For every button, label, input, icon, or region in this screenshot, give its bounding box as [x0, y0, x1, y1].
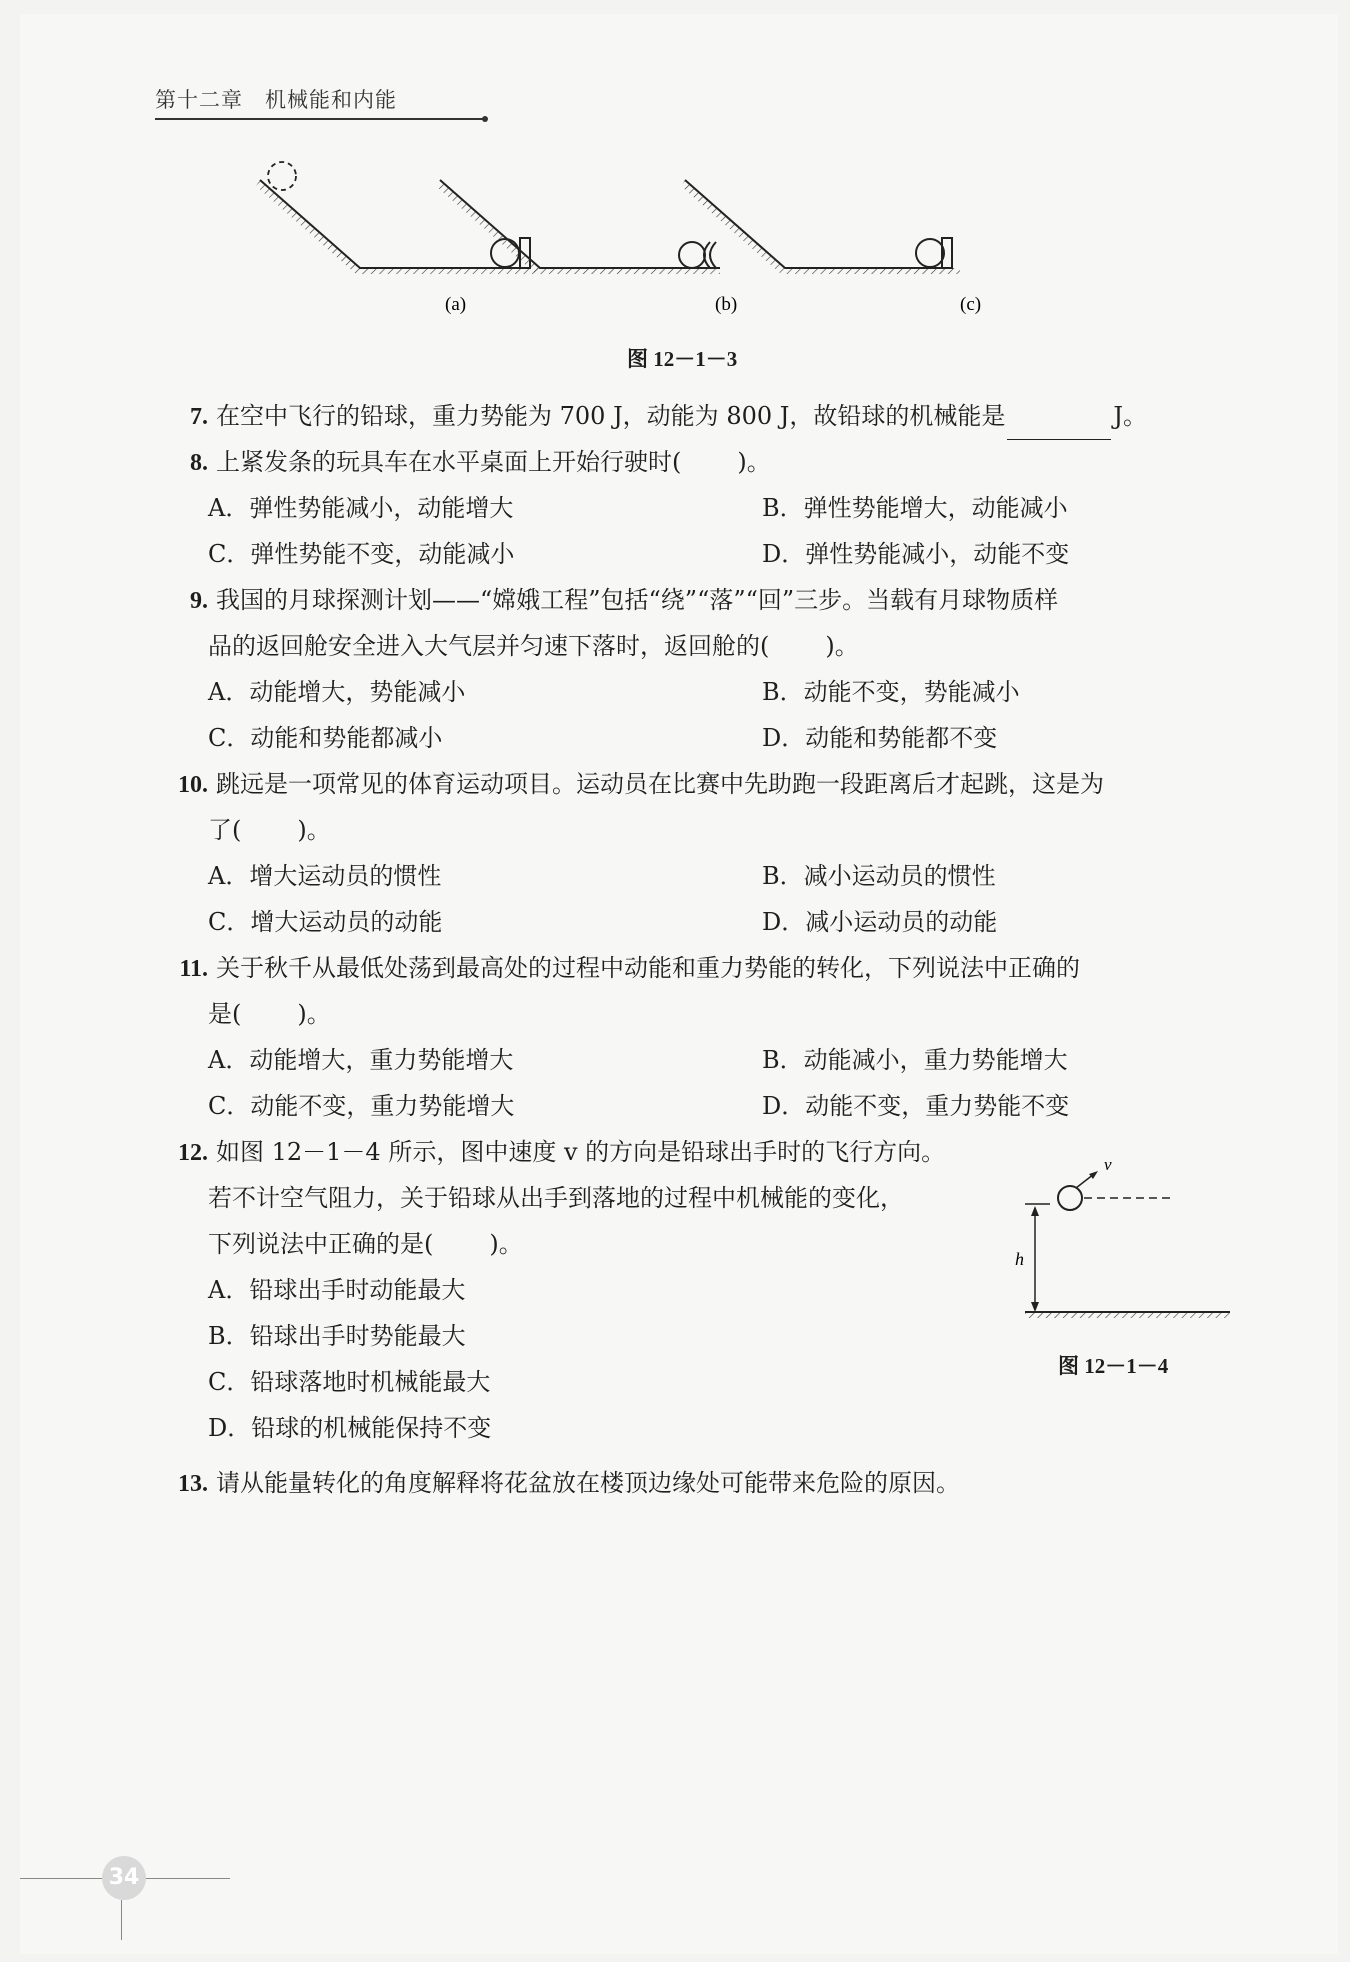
option-d[interactable]: D．动能和势能都不变 — [762, 724, 998, 752]
question-8 — [160, 439, 771, 486]
option-a[interactable]: A．动能增大，重力势能增大 — [208, 1046, 514, 1074]
question-text: 关于秋千从最低处荡到最高处的过程中动能和重力势能的转化，下列说法中正确的 — [216, 954, 1080, 982]
option-c[interactable]: C．动能和势能都减小 — [208, 724, 443, 752]
ball-dashed — [268, 162, 296, 190]
option-d[interactable]: D．铅球的机械能保持不变 — [208, 1414, 492, 1442]
figure-caption: 图 12－1－3 — [627, 347, 738, 371]
option-c[interactable]: C．弹性势能不变，动能减小 — [208, 540, 515, 568]
option-c[interactable]: C．增大运动员的动能 — [208, 908, 443, 936]
option-b[interactable]: B．铅球出手时势能最大 — [208, 1322, 466, 1350]
question-number: 11. — [179, 956, 208, 982]
header-rule — [155, 118, 485, 120]
question-text: 了( — [208, 816, 242, 844]
label-a: (a) — [445, 294, 467, 315]
question-text-end: )。 — [297, 1000, 331, 1028]
question-text-end: )。 — [489, 1230, 523, 1258]
question-number: 10. — [178, 772, 208, 798]
option-b[interactable]: B．动能减小，重力势能增大 — [762, 1046, 1068, 1074]
question-7 — [160, 393, 1147, 440]
question-12 — [160, 1129, 945, 1176]
question-9 — [160, 577, 1058, 624]
option-b[interactable]: B．弹性势能增大，动能减小 — [762, 494, 1068, 522]
figure-caption: 图 12－1－4 — [1058, 1354, 1169, 1378]
option-d[interactable]: D．动能不变，重力势能不变 — [762, 1092, 1070, 1120]
question-text: 是( — [208, 1000, 242, 1028]
shot-put-ball — [1058, 1186, 1082, 1210]
question-number: 7. — [190, 404, 208, 430]
question-11 — [160, 945, 1080, 992]
option-d[interactable]: D．减小运动员的动能 — [762, 908, 998, 936]
option-a[interactable]: A．铅球出手时动能最大 — [208, 1276, 466, 1304]
diagram-c — [681, 180, 960, 274]
option-d[interactable]: D．弹性势能减小，动能不变 — [762, 540, 1070, 568]
question-text: 跳远是一项常见的体育运动项目。运动员在比赛中先助跑一段距离后才起跳，这是为 — [216, 770, 1104, 798]
diagram-a — [256, 162, 540, 274]
question-text: 下列说法中正确的是( — [208, 1230, 434, 1258]
question-text: 如图 12－1－4 所示，图中速度 v 的方向是铅球出手时的飞行方向。 — [216, 1138, 946, 1166]
label-b: (b) — [715, 294, 738, 315]
option-b[interactable]: B．减小运动员的惯性 — [762, 862, 996, 890]
option-c[interactable]: C．动能不变，重力势能增大 — [208, 1092, 515, 1120]
question-number: 8. — [190, 450, 208, 476]
question-unit: J。 — [1113, 402, 1147, 430]
question-text: 上紧发条的玩具车在水平桌面上开始行驶时( — [216, 448, 682, 476]
figure-12-1-4 — [1010, 1150, 1240, 1340]
question-10-line2 — [208, 807, 331, 853]
option-a[interactable]: A．动能增大，势能减小 — [208, 678, 466, 706]
label-c: (c) — [960, 294, 982, 315]
diagram-b — [436, 180, 720, 274]
velocity-label: v — [1104, 1155, 1112, 1174]
question-text: 请从能量转化的角度解释将花盆放在楼顶边缘处可能带来危险的原因。 — [216, 1469, 960, 1497]
chapter-header: 第十二章 机械能和内能 — [155, 88, 397, 112]
option-b[interactable]: B．动能不变，势能减小 — [762, 678, 1020, 706]
question-11-line2 — [208, 991, 331, 1037]
footer-vertical-rule — [121, 1900, 122, 1940]
question-text: 品的返回舱安全进入大气层并匀速下落时，返回舱的( — [208, 632, 770, 660]
question-number: 13. — [178, 1471, 208, 1497]
question-text-end: )。 — [297, 816, 331, 844]
ball — [916, 239, 944, 267]
figure-12-1-3 — [240, 150, 1140, 330]
question-12-line2: 若不计空气阻力，关于铅球从出手到落地的过程中机械能的变化， — [208, 1184, 904, 1212]
option-a[interactable]: A．增大运动员的惯性 — [208, 862, 442, 890]
question-text-end: )。 — [825, 632, 859, 660]
option-a[interactable]: A．弹性势能减小，动能增大 — [208, 494, 514, 522]
question-number: 9. — [190, 588, 208, 614]
question-text: 在空中飞行的铅球，重力势能为 700 J，动能为 800 J，故铅球的机械能是 — [216, 402, 1006, 430]
question-13 — [160, 1460, 960, 1507]
question-10 — [160, 761, 1104, 808]
ball — [679, 242, 705, 268]
question-number: 12. — [178, 1140, 208, 1166]
option-c[interactable]: C．铅球落地时机械能最大 — [208, 1368, 491, 1396]
question-text: 我国的月球探测计划——“嫦娥工程”包括“绕”“落”“回”三步。当载有月球物质样 — [216, 586, 1059, 614]
question-9-line2 — [208, 623, 859, 669]
question-text-end: )。 — [737, 448, 771, 476]
page-number: 34 — [102, 1856, 146, 1900]
question-12-line3 — [208, 1221, 523, 1267]
answer-blank[interactable] — [1007, 411, 1111, 440]
height-label: h — [1015, 1249, 1024, 1269]
